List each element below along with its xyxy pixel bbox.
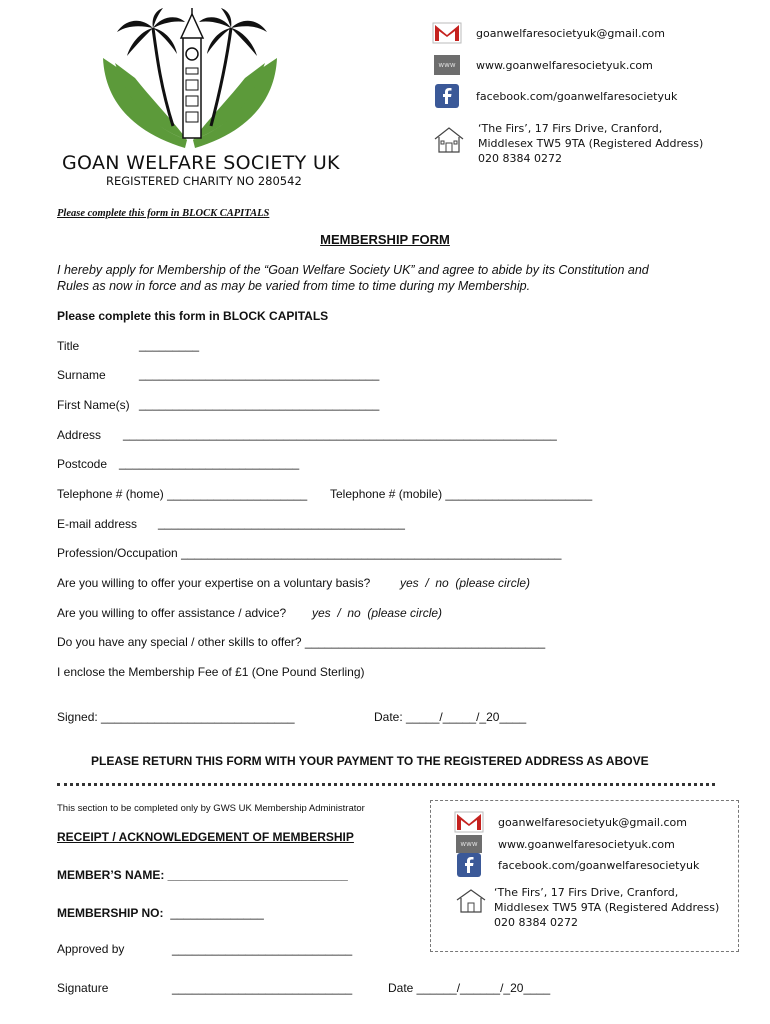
expertise-question: Are you willing to offer your expertise on a voluntary basis? bbox=[57, 576, 371, 590]
receipt-contact-email[interactable]: goanwelfaresocietyuk@gmail.com bbox=[498, 815, 687, 829]
www-icon: www bbox=[454, 831, 484, 857]
telephone-home-field[interactable]: Telephone # (home) _____________________ bbox=[57, 487, 308, 501]
profession-field[interactable]: Profession/Occupation _________________________________________________________ bbox=[57, 546, 562, 560]
address-input[interactable]: _________________________________________________________________ bbox=[123, 427, 557, 441]
return-instructions: PLEASE RETURN THIS FORM WITH YOUR PAYMENT TO THE REGISTERED ADDRESS AS ABOVE bbox=[91, 754, 649, 768]
member-name-field[interactable]: MEMBER’S NAME: ___________________________ bbox=[57, 868, 348, 882]
telephone-mobile-field[interactable]: Telephone # (mobile) ______________________ bbox=[330, 487, 593, 501]
email-input[interactable]: _____________________________________ bbox=[158, 516, 405, 530]
receipt-date-field[interactable]: Date ______/______/_20____ bbox=[388, 981, 551, 995]
contact-address: ‘The Firs’, 17 Firs Drive, Cranford, Middlesex TW5 9TA (Registered Address) 020 8384 0272 bbox=[478, 122, 704, 165]
contact-facebook-row bbox=[432, 82, 677, 110]
receipt-facebook-row bbox=[454, 851, 699, 879]
address-label: Address bbox=[57, 428, 102, 442]
facebook-icon bbox=[454, 852, 484, 878]
surname-input[interactable]: ____________________________________ bbox=[139, 367, 380, 381]
title-label: Title bbox=[57, 339, 80, 353]
signature-label: Signature bbox=[57, 981, 109, 995]
form-intro: I hereby apply for Membership of the “Goan Welfare Society UK” and agree to abide by its Constitution and Rules as now in force and as may be varied from time to time during my Membership. bbox=[57, 263, 649, 293]
receipt-title: RECEIPT / ACKNOWLEDGEMENT OF MEMBERSHIP bbox=[57, 830, 354, 844]
postcode-input[interactable]: ___________________________ bbox=[119, 456, 300, 470]
approved-by-label: Approved by bbox=[57, 942, 125, 956]
charity-number: REGISTERED CHARITY NO 280542 bbox=[106, 174, 302, 188]
membership-no-label: MEMBERSHIP NO: bbox=[57, 906, 164, 920]
email-label: E-mail address bbox=[57, 517, 138, 531]
assistance-options[interactable]: yes / no (please circle) bbox=[312, 606, 443, 620]
contact-website[interactable]: www.goanwelfaresocietyuk.com bbox=[476, 58, 653, 72]
house-icon bbox=[432, 124, 466, 156]
block-capitals-note: Please complete this form in BLOCK CAPITALS bbox=[57, 208, 270, 219]
cut-line-divider bbox=[57, 783, 715, 786]
house-icon bbox=[454, 886, 488, 916]
contact-web-row bbox=[432, 51, 653, 79]
org-name: GOAN WELFARE SOCIETY UK bbox=[62, 152, 340, 174]
gmail-icon bbox=[432, 20, 462, 46]
society-logo bbox=[95, 8, 285, 158]
signed-field[interactable]: Signed: _____________________________ bbox=[57, 710, 295, 724]
date-field[interactable]: Date: _____/_____/_20____ bbox=[374, 710, 527, 724]
form-title: MEMBERSHIP FORM bbox=[320, 232, 450, 247]
approved-by-input[interactable]: ___________________________ bbox=[172, 942, 353, 956]
contact-facebook[interactable]: facebook.com/goanwelfaresocietyuk bbox=[476, 89, 678, 103]
firstname-label: First Name(s) bbox=[57, 398, 130, 412]
assistance-question: Are you willing to offer assistance / advice? bbox=[57, 606, 287, 620]
www-icon: www bbox=[432, 52, 462, 78]
receipt-contact-address: ‘The Firs’, 17 Firs Drive, Cranford, Middlesex TW5 9TA (Registered Address) 020 8384 0272 bbox=[494, 886, 720, 929]
expertise-options[interactable]: yes / no (please circle) bbox=[400, 576, 531, 590]
surname-label: Surname bbox=[57, 368, 106, 382]
form-instruction: Please complete this form in BLOCK CAPITALS bbox=[57, 309, 329, 323]
title-input[interactable]: _________ bbox=[139, 338, 200, 352]
receipt-contact-website[interactable]: www.goanwelfaresocietyuk.com bbox=[498, 837, 675, 851]
admin-note: This section to be completed only by GWS UK Membership Administrator bbox=[57, 803, 365, 814]
receipt-contact-facebook[interactable]: facebook.com/goanwelfaresocietyuk bbox=[498, 858, 700, 872]
postcode-label: Postcode bbox=[57, 457, 108, 471]
contact-email-row bbox=[432, 19, 665, 47]
firstname-input[interactable]: ____________________________________ bbox=[139, 397, 380, 411]
contact-email[interactable]: goanwelfaresocietyuk@gmail.com bbox=[476, 26, 665, 40]
membership-fee-note: I enclose the Membership Fee of £1 (One Pound Sterling) bbox=[57, 665, 365, 679]
facebook-icon bbox=[432, 83, 462, 109]
signature-input[interactable]: ___________________________ bbox=[172, 981, 353, 995]
skills-field[interactable]: Do you have any special / other skills to offer? ____________________________________ bbox=[57, 635, 546, 649]
membership-no-input[interactable]: ______________ bbox=[167, 906, 264, 920]
